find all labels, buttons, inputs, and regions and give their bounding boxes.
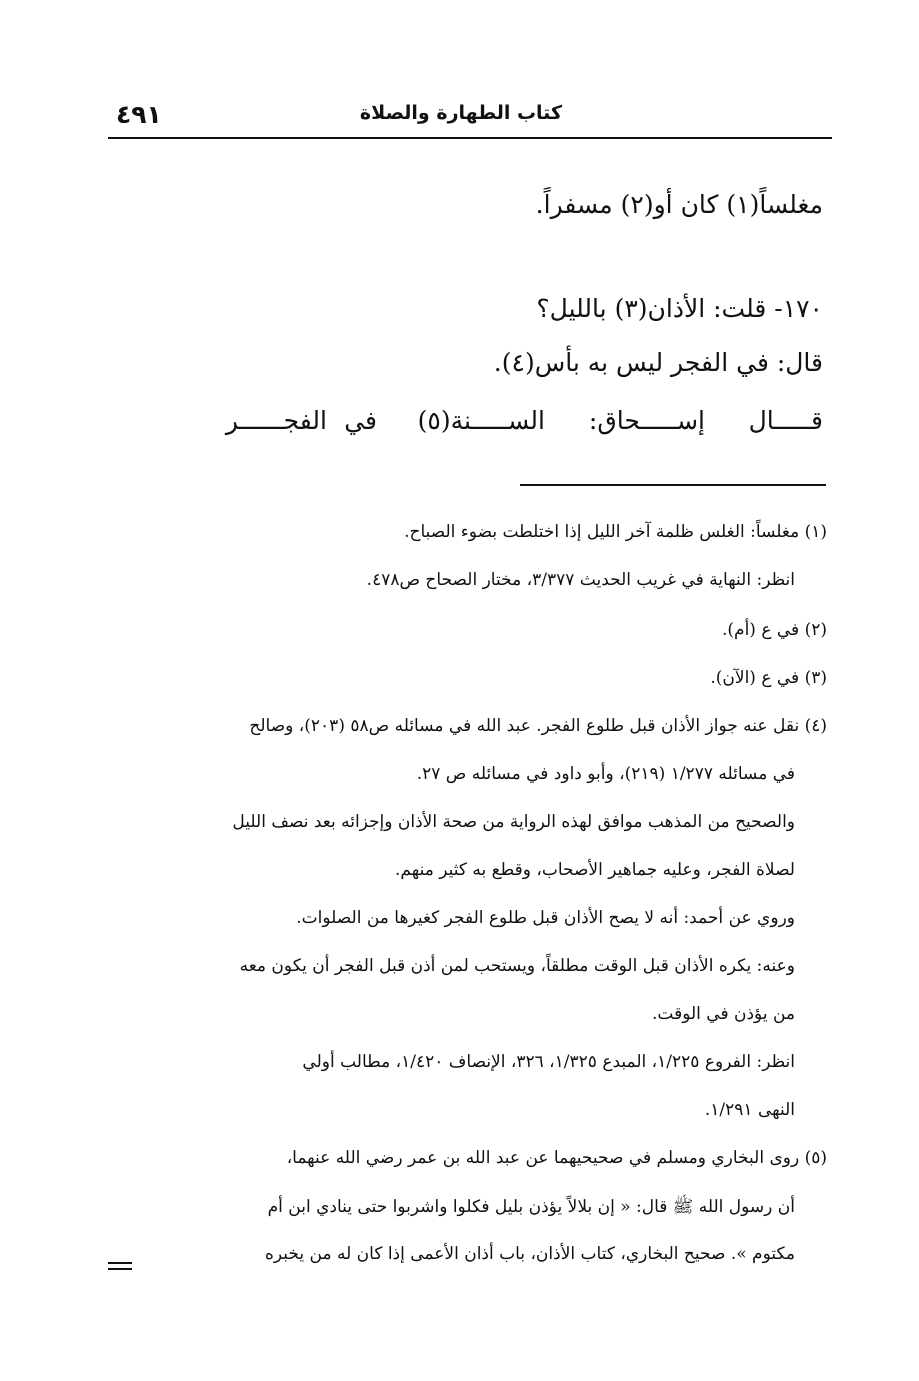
footnote-line: النهى ١/٢٩١. <box>704 1100 795 1120</box>
running-title: كتاب الطهارة والصلاة <box>359 102 562 124</box>
main-line-3: قال: في الفجر ليس به بأس(٤). <box>493 348 823 377</box>
footnote-line: لصلاة الفجر، وعليه جماهير الأصحاب، وقطع به كثير منهم. <box>395 860 795 880</box>
page-header <box>108 96 832 136</box>
main-line-1: مغلساً(١) كان أو(٢) مسفراً. <box>535 190 823 219</box>
footnote-line: في مسائله ١/٢٧٧ (٢١٩)، وأبو داود في مسائله ص ٢٧. <box>416 764 795 784</box>
word-sunna: الســـــنة(٥) <box>417 406 545 435</box>
footnote-line: (٣) في ع (الآن). <box>710 668 827 688</box>
header-rule <box>108 137 832 139</box>
main-line-2: ١٧٠- قلت: الأذان(٣) بالليل؟ <box>536 294 823 323</box>
footnote-line: انظر: النهاية في غريب الحديث ٣/٣٧٧، مختار الصحاح ص٤٧٨. <box>366 570 795 590</box>
main-line-4 <box>123 406 823 446</box>
word-ishaq: إســـــحاق: <box>588 406 705 435</box>
footnote-line: من يؤذن في الوقت. <box>651 1004 795 1024</box>
footnote-line: (٥) روى البخاري ومسلم في صحيحيهما عن عبد الله بن عمر رضي الله عنهما، <box>286 1148 827 1168</box>
continuation-mark <box>108 1262 132 1272</box>
footnote-line: أن رسول الله ﷺ قال: « إن بلالاً يؤذن بليل فكلوا واشربوا حتى ينادي ابن أم <box>267 1197 795 1217</box>
footnote-line: وروي عن أحمد: أنه لا يصح الأذان قبل طلوع الفجر كغيرها من الصلوات. <box>296 908 795 928</box>
footnote-line: (٢) في ع (أم). <box>722 620 827 640</box>
word-fajr: الفجــــــر <box>225 406 327 435</box>
footnote-line: انظر: الفروع ١/٢٢٥، المبدع ١/٣٢٥، ٣٢٦، الإنصاف ١/٤٢٠، مطالب أولي <box>302 1052 795 1072</box>
word-qala: قـــــال <box>748 406 823 435</box>
footnote-line: (١) مغلساً: الغلس ظلمة آخر الليل إذا اختلطت بضوء الصباح. <box>404 522 827 542</box>
footnote-line: مكتوم ». صحيح البخاري، كتاب الأذان، باب أذان الأعمى إذا كان له من يخبره <box>265 1244 795 1264</box>
word-fi: في <box>344 406 377 435</box>
page-number: ٤٩١ <box>116 100 162 129</box>
footnote-separator <box>520 484 826 486</box>
footnote-line: والصحيح من المذهب موافق لهذه الرواية من صحة الأذان وإجزائه بعد نصف الليل <box>232 812 795 832</box>
footnote-line: وعنه: يكره الأذان قبل الوقت مطلقاً، ويستحب لمن أذن قبل الفجر أن يكون معه <box>239 956 795 976</box>
footnote-line: (٤) نقل عنه جواز الأذان قبل طلوع الفجر. عبد الله في مسائله ص٥٨ (٢٠٣)، وصالح <box>249 716 827 736</box>
